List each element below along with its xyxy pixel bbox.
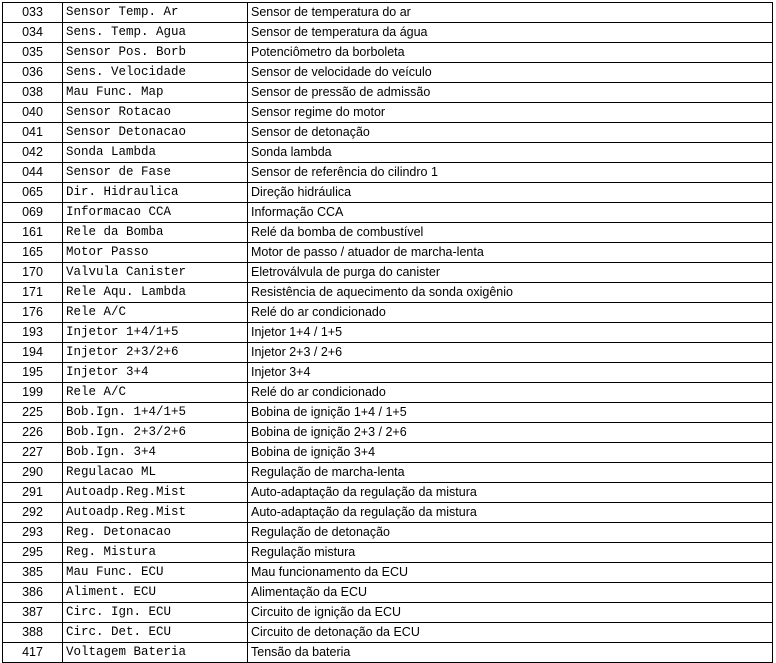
cell-code: 033	[3, 3, 63, 23]
cell-description: Eletroválvula de purga do canister	[248, 263, 773, 283]
table-row	[3, 483, 773, 503]
table-row	[3, 363, 773, 383]
cell-description: Regulação de marcha-lenta	[248, 463, 773, 483]
cell-description: Injetor 2+3 / 2+6	[248, 343, 773, 363]
cell-description: Sensor de velocidade do veículo	[248, 63, 773, 83]
cell-short-label: Mau Func. Map	[63, 83, 248, 103]
cell-description: Regulação mistura	[248, 543, 773, 563]
cell-short-label: Reg. Detonacao	[63, 523, 248, 543]
table-row	[3, 403, 773, 423]
table-row	[3, 423, 773, 443]
cell-description: Sensor de referência do cilindro 1	[248, 163, 773, 183]
cell-code: 042	[3, 143, 63, 163]
fault-code-table	[2, 2, 773, 663]
cell-code: 035	[3, 43, 63, 63]
cell-description: Motor de passo / atuador de marcha-lenta	[248, 243, 773, 263]
cell-description: Sensor de temperatura da água	[248, 23, 773, 43]
cell-short-label: Mau Func. ECU	[63, 563, 248, 583]
cell-description: Sonda lambda	[248, 143, 773, 163]
cell-code: 038	[3, 83, 63, 103]
cell-description: Bobina de ignição 3+4	[248, 443, 773, 463]
cell-code: 295	[3, 543, 63, 563]
cell-description: Relé da bomba de combustível	[248, 223, 773, 243]
cell-short-label: Sensor de Fase	[63, 163, 248, 183]
cell-code: 041	[3, 123, 63, 143]
table-row	[3, 23, 773, 43]
cell-code: 225	[3, 403, 63, 423]
cell-code: 386	[3, 583, 63, 603]
table-row	[3, 183, 773, 203]
cell-code: 291	[3, 483, 63, 503]
cell-description: Injetor 3+4	[248, 363, 773, 383]
cell-description: Direção hidráulica	[248, 183, 773, 203]
cell-short-label: Injetor 2+3/2+6	[63, 343, 248, 363]
cell-short-label: Sonda Lambda	[63, 143, 248, 163]
cell-short-label: Aliment. ECU	[63, 583, 248, 603]
cell-description: Auto-adaptação da regulação da mistura	[248, 483, 773, 503]
cell-code: 292	[3, 503, 63, 523]
table-row	[3, 523, 773, 543]
cell-description: Alimentação da ECU	[248, 583, 773, 603]
cell-short-label: Autoadp.Reg.Mist	[63, 503, 248, 523]
cell-short-label: Valvula Canister	[63, 263, 248, 283]
cell-code: 193	[3, 323, 63, 343]
cell-description: Relé do ar condicionado	[248, 383, 773, 403]
cell-short-label: Dir. Hidraulica	[63, 183, 248, 203]
cell-description: Informação CCA	[248, 203, 773, 223]
table-row	[3, 643, 773, 663]
cell-code: 417	[3, 643, 63, 663]
table-row	[3, 323, 773, 343]
table-row	[3, 583, 773, 603]
cell-short-label: Sensor Pos. Borb	[63, 43, 248, 63]
table-row	[3, 123, 773, 143]
cell-code: 290	[3, 463, 63, 483]
cell-description: Sensor de pressão de admissão	[248, 83, 773, 103]
cell-short-label: Sens. Velocidade	[63, 63, 248, 83]
cell-description: Tensão da bateria	[248, 643, 773, 663]
cell-code: 227	[3, 443, 63, 463]
table-row	[3, 303, 773, 323]
cell-description: Potenciômetro da borboleta	[248, 43, 773, 63]
cell-short-label: Circ. Det. ECU	[63, 623, 248, 643]
cell-description: Resistência de aquecimento da sonda oxigênio	[248, 283, 773, 303]
cell-short-label: Rele da Bomba	[63, 223, 248, 243]
cell-description: Circuito de ignição da ECU	[248, 603, 773, 623]
cell-short-label: Bob.Ign. 3+4	[63, 443, 248, 463]
table-row	[3, 383, 773, 403]
document-page	[0, 2, 776, 658]
table-row	[3, 543, 773, 563]
cell-short-label: Injetor 1+4/1+5	[63, 323, 248, 343]
table-row	[3, 503, 773, 523]
cell-code: 036	[3, 63, 63, 83]
cell-short-label: Rele A/C	[63, 383, 248, 403]
table-row	[3, 3, 773, 23]
cell-description: Auto-adaptação da regulação da mistura	[248, 503, 773, 523]
cell-short-label: Voltagem Bateria	[63, 643, 248, 663]
cell-short-label: Autoadp.Reg.Mist	[63, 483, 248, 503]
cell-code: 170	[3, 263, 63, 283]
cell-code: 194	[3, 343, 63, 363]
cell-code: 040	[3, 103, 63, 123]
table-row	[3, 343, 773, 363]
cell-short-label: Bob.Ign. 2+3/2+6	[63, 423, 248, 443]
table-row	[3, 603, 773, 623]
cell-code: 293	[3, 523, 63, 543]
cell-description: Mau funcionamento da ECU	[248, 563, 773, 583]
cell-code: 165	[3, 243, 63, 263]
table-row	[3, 463, 773, 483]
cell-description: Sensor regime do motor	[248, 103, 773, 123]
cell-short-label: Regulacao ML	[63, 463, 248, 483]
cell-short-label: Motor Passo	[63, 243, 248, 263]
table-row	[3, 143, 773, 163]
table-row	[3, 103, 773, 123]
cell-code: 199	[3, 383, 63, 403]
cell-code: 044	[3, 163, 63, 183]
cell-code: 161	[3, 223, 63, 243]
cell-short-label: Sensor Rotacao	[63, 103, 248, 123]
table-row	[3, 563, 773, 583]
table-row	[3, 63, 773, 83]
table-row	[3, 623, 773, 643]
cell-short-label: Informacao CCA	[63, 203, 248, 223]
cell-code: 171	[3, 283, 63, 303]
cell-description: Circuito de detonação da ECU	[248, 623, 773, 643]
table-row	[3, 43, 773, 63]
cell-code: 388	[3, 623, 63, 643]
table-row	[3, 83, 773, 103]
cell-description: Sensor de temperatura do ar	[248, 3, 773, 23]
fault-code-table-body	[3, 3, 773, 663]
cell-short-label: Bob.Ign. 1+4/1+5	[63, 403, 248, 423]
cell-code: 385	[3, 563, 63, 583]
cell-code: 195	[3, 363, 63, 383]
cell-description: Bobina de ignição 1+4 / 1+5	[248, 403, 773, 423]
table-row	[3, 263, 773, 283]
table-row	[3, 243, 773, 263]
cell-short-label: Sensor Detonacao	[63, 123, 248, 143]
table-row	[3, 443, 773, 463]
cell-short-label: Circ. Ign. ECU	[63, 603, 248, 623]
cell-short-label: Rele Aqu. Lambda	[63, 283, 248, 303]
cell-short-label: Reg. Mistura	[63, 543, 248, 563]
cell-code: 069	[3, 203, 63, 223]
table-row	[3, 163, 773, 183]
cell-description: Injetor 1+4 / 1+5	[248, 323, 773, 343]
cell-description: Sensor de detonação	[248, 123, 773, 143]
cell-short-label: Rele A/C	[63, 303, 248, 323]
cell-code: 226	[3, 423, 63, 443]
cell-code: 387	[3, 603, 63, 623]
cell-short-label: Sens. Temp. Agua	[63, 23, 248, 43]
cell-code: 176	[3, 303, 63, 323]
cell-short-label: Sensor Temp. Ar	[63, 3, 248, 23]
cell-code: 034	[3, 23, 63, 43]
table-row	[3, 283, 773, 303]
cell-short-label: Injetor 3+4	[63, 363, 248, 383]
table-row	[3, 203, 773, 223]
table-row	[3, 223, 773, 243]
cell-description: Relé do ar condicionado	[248, 303, 773, 323]
cell-description: Regulação de detonação	[248, 523, 773, 543]
cell-description: Bobina de ignição 2+3 / 2+6	[248, 423, 773, 443]
cell-code: 065	[3, 183, 63, 203]
